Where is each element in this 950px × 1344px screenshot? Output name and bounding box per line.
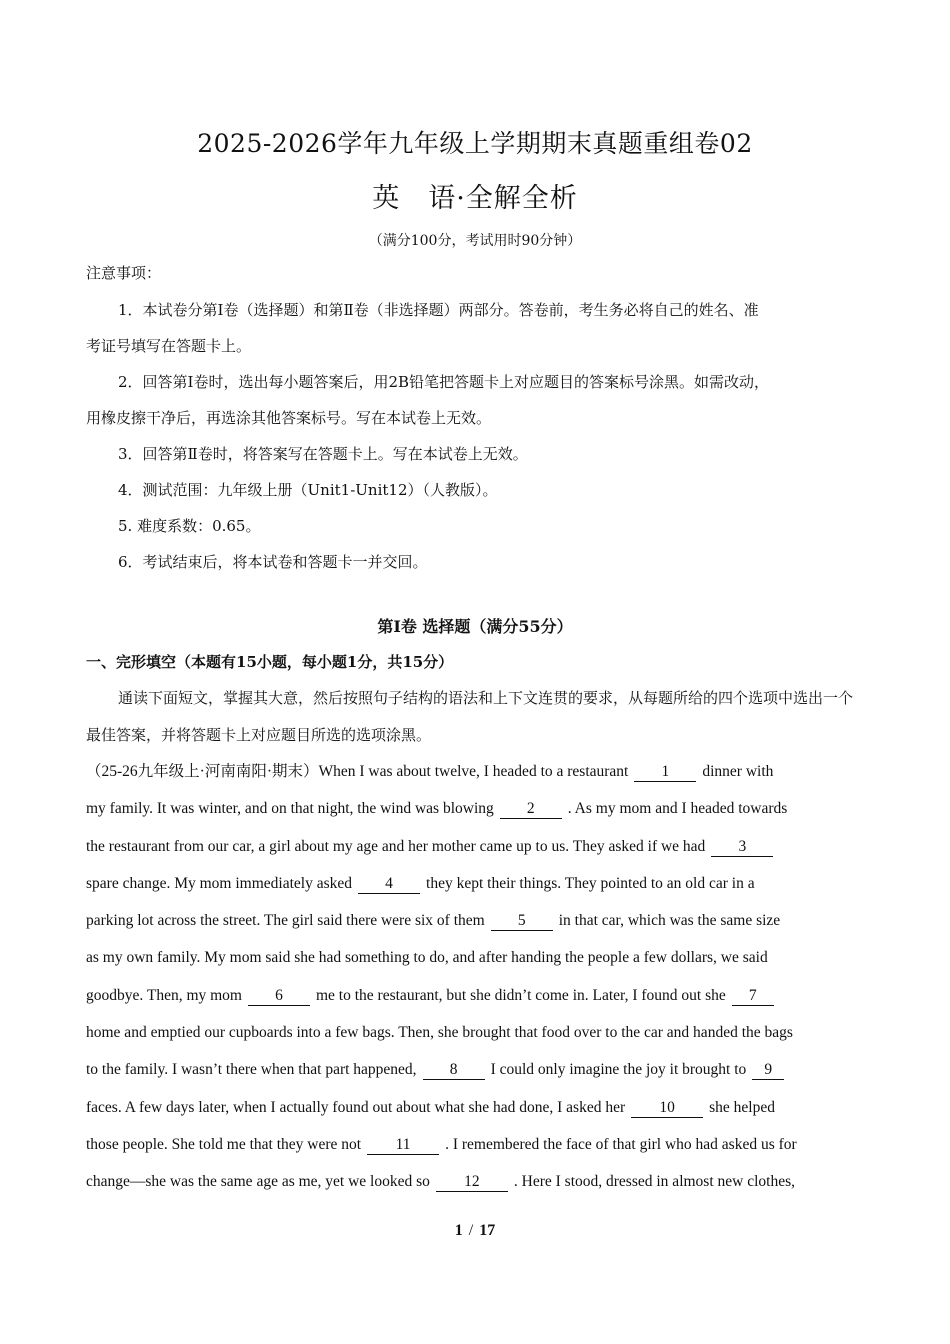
cloze-blank: 4: [358, 875, 420, 894]
note-item: 用橡皮擦干净后，再选涂其他答案标号。写在本试卷上无效。: [86, 409, 492, 427]
page-footer: [0, 1222, 950, 1240]
note-item: 考证号填写在答题卡上。: [86, 337, 252, 355]
score-note: （满分100分，考试用时90分钟）: [368, 233, 582, 249]
passage-line: goodbye. Then, my mom 6 me to the restaurant, but she didn’t come in. Later, I found out she 7: [86, 977, 866, 1014]
cloze-blank: 5: [491, 912, 553, 931]
note-item: 1．本试卷分第Ⅰ卷（选择题）和第Ⅱ卷（非选择题）两部分。答卷前，考生务必将自己的姓名、准: [118, 301, 759, 319]
page-total: 17: [479, 1222, 496, 1239]
section-title: 第Ⅰ卷 选择题（满分55分）: [377, 617, 573, 636]
cloze-blank: 11: [367, 1136, 439, 1155]
notes-heading: 注意事项：: [86, 264, 162, 282]
passage-line: （25-26九年级上·河南南阳·期末）When I was about twelve, I headed to a restaurant 1 dinner with: [86, 763, 774, 780]
exam-subtitle: 英 语·全解全析: [372, 183, 578, 214]
instruction-text: 通读下面短文，掌握其大意，然后按照句子结构的语法和上下文连贯的要求，从每题所给的四个选项中选出一个最佳答案，并将答题卡上对应题目所选的选项涂黑。: [86, 689, 854, 744]
cloze-blank: 6: [248, 987, 310, 1006]
page-number: 1: [454, 1222, 463, 1239]
passage-line: to the family. I wasn’t there when that part happened, 8 I could only imagine the joy it brought to 9: [86, 1051, 866, 1088]
part-title: 一、完形填空（本题有15小题，每小题1分，共15分）: [86, 653, 454, 671]
page-separator: /: [468, 1222, 474, 1239]
passage-line: spare change. My mom immediately asked 4 they kept their things. They pointed to an old car in a: [86, 874, 755, 892]
note-item: 4．测试范围：九年级上册（Unit1-Unit12）（人教版）。: [118, 481, 498, 499]
passage-line: change—she was the same age as me, yet we looked so 12 . Here I stood, dressed in almost new clothes,: [86, 1173, 795, 1191]
exam-title: 2025-2026学年九年级上学期期末真题重组卷02: [197, 129, 753, 158]
note-item: 5. 难度系数：0.65。: [118, 517, 261, 535]
passage-line: those people. She told me that they were not 11 . I remembered the face of that girl who had asked us for: [86, 1135, 797, 1153]
note-item: 6．考试结束后，将本试卷和答题卡一并交回。: [118, 553, 428, 571]
cloze-blank: 12: [436, 1173, 508, 1192]
cloze-blank: 1: [634, 763, 696, 782]
notes-list: [86, 292, 866, 580]
cloze-passage: [86, 753, 866, 1201]
passage-line: the restaurant from our car, a girl about my age and her mother came up to us. They asked if we had 3: [86, 828, 866, 865]
passage-line: as my own family. My mom said she had something to do, and after handing the people a few dollars, we said: [86, 949, 768, 967]
passage-line: my family. It was winter, and on that night, the wind was blowing 2 . As my mom and I headed towards: [86, 800, 788, 818]
passage-line: parking lot across the street. The girl said there were six of them 5 in that car, which was the same size: [86, 912, 781, 930]
note-item: 3．回答第Ⅱ卷时，将答案写在答题卡上。写在本试卷上无效。: [118, 445, 528, 463]
cloze-blank: 7: [732, 987, 774, 1006]
cloze-blank: 3: [711, 838, 773, 857]
cloze-blank: 9: [752, 1061, 784, 1080]
passage-line: faces. A few days later, when I actually found out about what she had done, I asked her 10 she helped: [86, 1098, 775, 1116]
note-item: 2．回答第Ⅰ卷时，选出每小题答案后，用2B铅笔把答题卡上对应题目的答案标号涂黑。如需改动，: [118, 373, 770, 391]
passage-line: home and emptied our cupboards into a few bags. Then, she brought that food over to the car and handed the bags: [86, 1024, 793, 1042]
cloze-blank: 10: [631, 1099, 703, 1118]
cloze-blank: 8: [423, 1061, 485, 1080]
cloze-blank: 2: [500, 800, 562, 819]
